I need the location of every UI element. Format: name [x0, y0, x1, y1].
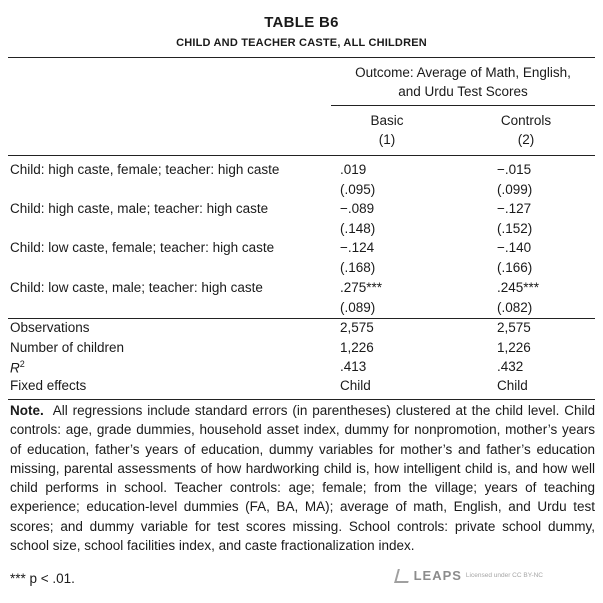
- column-2-number: (2): [517, 132, 535, 147]
- outcome-header-line1: Outcome: Average of Math, English,: [355, 65, 571, 80]
- se-col1: (.095): [340, 182, 376, 197]
- se-col2: (.152): [497, 221, 533, 236]
- watermark-logo-icon: [394, 569, 412, 583]
- r-squared-exponent: 2: [19, 359, 25, 369]
- header-bottom-rule: [8, 155, 595, 156]
- top-rule: [8, 57, 595, 58]
- bottom-rule: [8, 399, 595, 400]
- stat-label-r-squared: [10, 359, 25, 376]
- outcome-header-line2: and Urdu Test Scores: [398, 84, 528, 99]
- coef-col1: −.124: [340, 240, 375, 255]
- table-note: [10, 401, 595, 555]
- watermark-logo: LEAPS: [413, 568, 462, 583]
- coef-col1: −.089: [340, 201, 375, 216]
- significance-note: *** p < .01.: [10, 571, 75, 586]
- stat-col1: 2,575: [340, 320, 374, 335]
- coef-col1: .019: [340, 162, 367, 177]
- stat-label-children: Number of children: [10, 340, 125, 355]
- row-label: Child: low caste, male; teacher: high caste: [10, 280, 263, 295]
- stat-label-fixed-effects: Fixed effects: [10, 378, 87, 393]
- row-label: Child: low caste, female; teacher: high caste: [10, 240, 275, 255]
- column-2-name: Controls: [500, 113, 552, 128]
- r-squared-symbol: R: [10, 360, 20, 376]
- se-col1: (.148): [340, 221, 376, 236]
- column-1-name: Basic: [370, 113, 404, 128]
- se-col1: (.089): [340, 300, 376, 315]
- stat-col1: Child: [340, 378, 371, 393]
- stats-rule: [8, 318, 595, 319]
- stat-col2: .432: [497, 359, 524, 374]
- watermark: [396, 568, 543, 583]
- row-label: Child: high caste, male; teacher: high caste: [10, 201, 269, 216]
- header-partial-rule: [331, 105, 595, 106]
- se-col2: (.082): [497, 300, 533, 315]
- note-lead: Note.: [10, 403, 44, 418]
- table-subtitle: CHILD AND TEACHER CASTE, ALL CHILDREN: [176, 37, 427, 49]
- note-text: All regressions include standard errors (in parentheses) clustered at the child level. Child controls: age, grade dummies, household asset index, dummy for nonpromotion, mother’s years of education, father’s years of education, dummy variables for mother’s and father’s education missing, parental assessments of how hardworking child is, how intelligent child is, and how well child performs in school. Teacher controls: age; female; from the village; years of teaching experience; education-level dummies (FA, BA, MA); average of math, English, and Urdu test scores; and dummy variable for test scores missing. School controls: private school dummy, school size, school facilities index, and caste fractionalization index.: [10, 403, 595, 554]
- coef-col2: .245***: [497, 280, 540, 295]
- se-col1: (.168): [340, 260, 376, 275]
- coef-col1: .275***: [340, 280, 383, 295]
- column-1-number: (1): [378, 132, 396, 147]
- se-col2: (.166): [497, 260, 533, 275]
- coef-col2: −.127: [497, 201, 532, 216]
- stat-col2: Child: [497, 378, 528, 393]
- row-label: Child: high caste, female; teacher: high caste: [10, 162, 280, 177]
- stat-label-observations: Observations: [10, 320, 90, 335]
- stat-col1: .413: [340, 359, 367, 374]
- stat-col1: 1,226: [340, 340, 374, 355]
- stat-col2: 1,226: [497, 340, 531, 355]
- se-col2: (.099): [497, 182, 533, 197]
- watermark-license: Licensed under CC BY-NC: [465, 572, 543, 579]
- table-title: TABLE B6: [264, 14, 339, 31]
- coef-col2: −.015: [497, 162, 532, 177]
- stat-col2: 2,575: [497, 320, 531, 335]
- coef-col2: −.140: [497, 240, 532, 255]
